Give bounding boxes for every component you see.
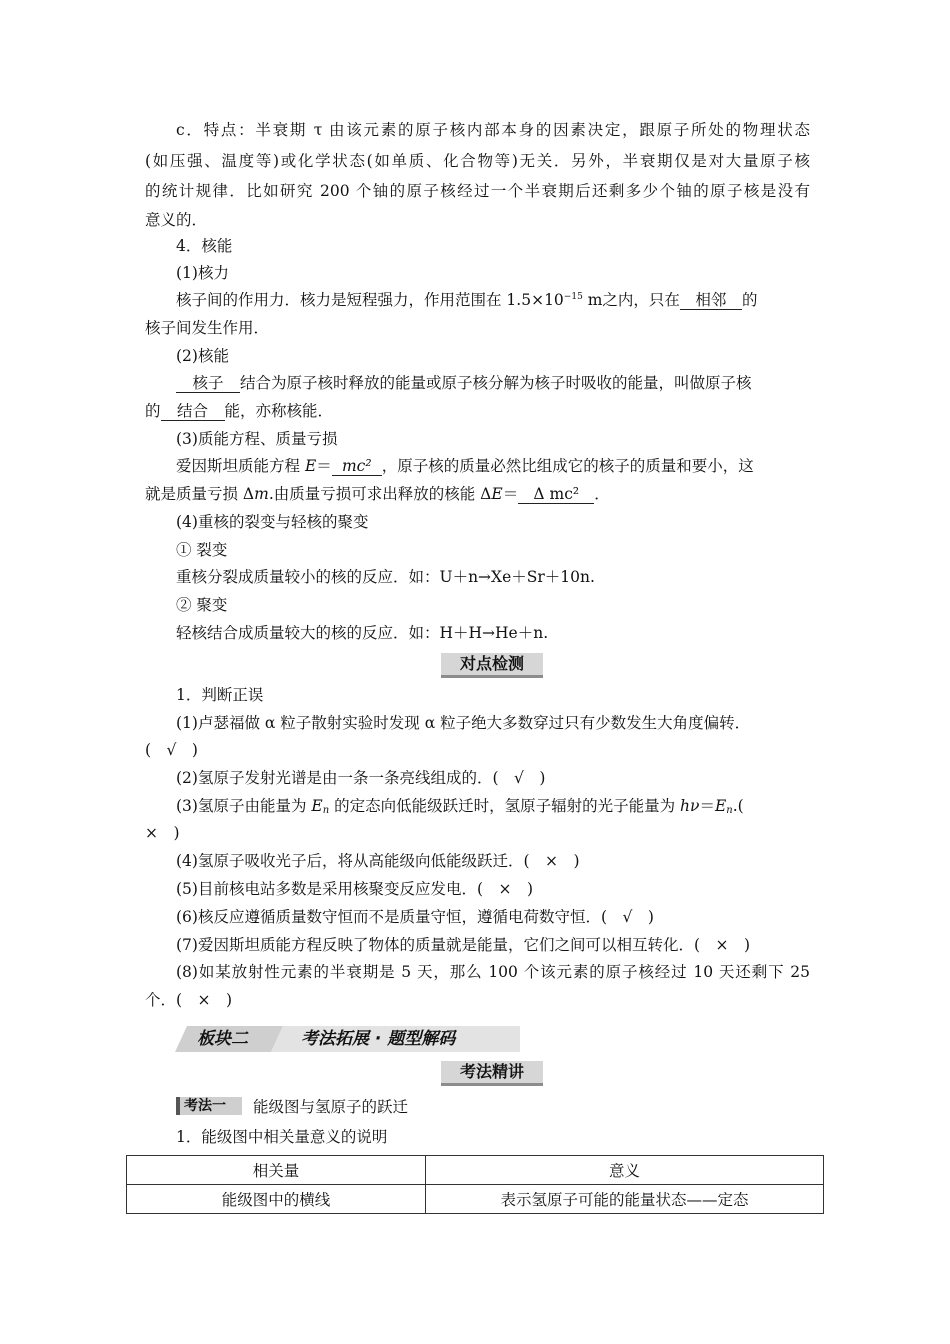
fission-fusion-title: (4)重核的裂变与轻核的聚变 [176, 513, 369, 531]
nuclear-force-title: (1)核力 [176, 264, 229, 282]
meaning-table [126, 1155, 824, 1214]
item-4: (4)氢原子吸收光子后，将从高能级向低能级跃迁．( × ) [176, 852, 580, 870]
banner-left-text: 板块二 [197, 1029, 248, 1049]
nuclear-force-line-1 [176, 290, 810, 310]
paragraph-c-line-4: 意义的． [145, 211, 208, 229]
text-span: (3)氢原子由能量为 [176, 797, 312, 815]
nuclear-force-line-2: 核子间发生作用． [145, 319, 270, 337]
item-6: (6)核反应遵循质量数守恒而不是质量守恒，遵循电荷数守恒．( √ ) [176, 908, 654, 926]
mass-energy-line-1 [176, 456, 810, 476]
text-span: 结合为原子核时释放的能量或原子核分解为核子时吸收的能量，叫做原子核 [240, 374, 752, 392]
paragraph-c-line-1: c．特点：半衰期 τ 由该元素的原子核内部本身的因素决定，跟原子所处的物理状态 [176, 121, 810, 139]
nuclear-energy-title: (2)核能 [176, 347, 229, 365]
table-cell: 表示氢原子可能的能量状态——定态 [426, 1185, 824, 1214]
text-span: 的 [145, 402, 161, 420]
text-span: 核子间的作用力．核力是短程强力，作用范围在 1.5×10 [176, 291, 564, 309]
paragraph-c-line-3: 的统计规律．比如研究 200 个铀的原子核经过一个半衰期后还剩多少个铀的原子核是没有 [145, 182, 810, 200]
method-heading: 考法精讲 [441, 1061, 543, 1086]
text-span: ＝ [502, 485, 519, 503]
fill-blank-answer: 相邻 [680, 291, 742, 310]
table-header-cell: 相关量 [127, 1156, 426, 1185]
block-2-banner [175, 1026, 520, 1052]
fill-blank-answer: mc² [332, 457, 382, 476]
text-span: 爱因斯坦质能方程 [176, 457, 305, 475]
method-tag: 考法一 [176, 1097, 242, 1115]
fusion-text: 轻核结合成质量较大的核的反应．如：H＋H→He＋n. [176, 624, 549, 642]
fill-blank-answer: 核子 [176, 374, 240, 393]
text-span: ，原子核的质量必然比组成它的核子的质量和要小，这 [381, 457, 754, 475]
item-8-line-2: 个．( × ) [145, 991, 233, 1009]
item-3-line-1 [176, 796, 810, 816]
exponent: −15 [563, 292, 583, 302]
section-4-title: 4．核能 [176, 237, 233, 255]
fission-subtitle: ① 裂变 [176, 541, 228, 559]
text-span: ． [594, 485, 610, 503]
symbol-E: E [714, 797, 727, 815]
paragraph-c-line-2: (如压强、温度等)或化学状态(如单质、化合物等)无关．另外，半衰期仅是对大量原子核 [145, 152, 810, 170]
text-span: ＝ [699, 797, 715, 815]
method-subtitle: 1．能级图中相关量意义的说明 [176, 1128, 388, 1146]
text-span: .由质量亏损可求出释放的核能 Δ [268, 485, 492, 503]
symbol-m: m [254, 485, 269, 503]
item-2: (2)氢原子发射光谱是由一条一条亮线组成的．( √ ) [176, 769, 546, 787]
text-span: .( [732, 797, 744, 815]
nuclear-energy-line-2 [145, 401, 810, 421]
text-span: m之内，只在 [582, 291, 680, 309]
item-7: (7)爱因斯坦质能方程反映了物体的质量就是能量，它们之间可以相互转化．( × ) [176, 936, 751, 954]
fission-text: 重核分裂成质量较小的核的反应．如：U＋n→Xe＋Sr＋10n. [176, 568, 595, 586]
subscript-n: n [726, 805, 733, 816]
symbol-h-nu: hν [680, 797, 700, 815]
table-row [127, 1185, 824, 1214]
table-header-cell: 意义 [426, 1156, 824, 1185]
method-title: 能级图与氢原子的跃迁 [253, 1098, 409, 1116]
fill-blank-answer: 结合 [161, 402, 225, 421]
text-span: 能，亦称核能． [224, 402, 334, 420]
mass-energy-title: (3)质能方程、质量亏损 [176, 430, 338, 448]
item-1-line-1: (1)卢瑟福做 α 粒子散射实验时发现 α 粒子绝大多数穿过只有少数发生大角度偏转． [176, 714, 751, 732]
text-span: ＝ [316, 457, 332, 475]
item-1-line-2: ( √ ) [145, 741, 198, 759]
banner-right-text: 考法拓展 · 题型解码 [301, 1029, 456, 1049]
table-header-row [127, 1156, 824, 1185]
fill-blank-answer: Δ mc² [518, 485, 594, 504]
text-span: 的 [741, 291, 758, 309]
symbol-E: E [311, 797, 323, 815]
item-8-line-1: (8)如某放射性元素的半衰期是 5 天，那么 100 个该元素的原子核经过 10 天还剩下 25 [176, 963, 810, 981]
question-title: 1．判断正误 [176, 686, 264, 704]
item-3-line-2: × ) [145, 824, 180, 842]
item-5: (5)目前核电站多数是采用核聚变反应发电．( × ) [176, 880, 534, 898]
text-span: 就是质量亏损 Δ [145, 485, 255, 503]
subscript-n: n [322, 805, 330, 816]
nuclear-energy-line-1 [176, 373, 810, 393]
text-span: 的定态向低能级跃迁时，氢原子辐射的光子能量为 [329, 797, 681, 815]
fusion-subtitle: ② 聚变 [176, 596, 228, 614]
check-heading: 对点检测 [441, 653, 543, 678]
table-cell: 能级图中的横线 [127, 1185, 426, 1214]
symbol-E: E [304, 457, 317, 475]
symbol-E: E [491, 485, 503, 503]
mass-energy-line-2 [145, 484, 810, 504]
